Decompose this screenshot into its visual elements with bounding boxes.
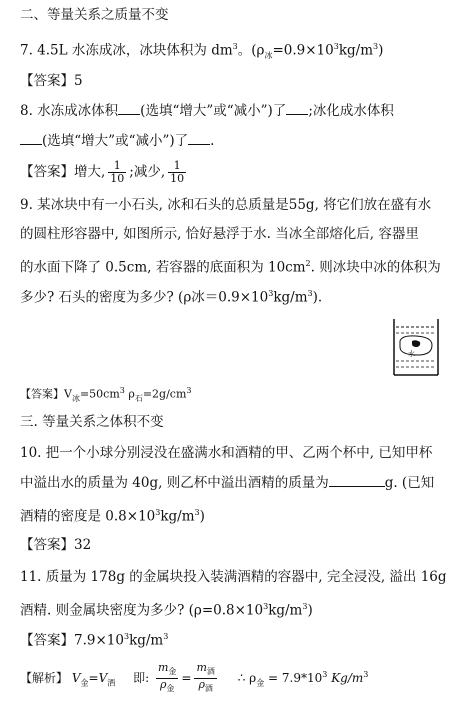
question-10-line3: 酒精的密度是 $0.8\times 10^3kg/m^3$) [20,508,205,525]
answer-blank [118,102,140,115]
answer-10: 【答案】32 [20,537,92,553]
question-9-line4: 多少? 石头的密度为多少? (ρ冰$=0.9\times 10^3kg/m^3$). [20,289,323,306]
question-10-line2: 中溢出水的质量为 40g, 则乙杯中溢出酒精的质量为 g. (已知 [20,475,435,491]
question-8-line2: (选填“增大”或“减小”)了 . [20,132,214,150]
answer-7: 【答案】5 [20,73,83,89]
answer-blank [286,102,308,115]
question-9-line2: 的圆柱形容器中, 如图所示, 恰好悬浮于水. 当冰全部熔化后, 容器里 [20,226,419,242]
answer-blank [329,474,385,487]
container-figure [388,317,444,377]
fraction: $\frac{m_酒}{\rho_酒}$ [196,661,215,694]
question-11-line1: 11. 质量为 178g 的金属块投入装满酒精的容器中, 完全浸没, 溢出 16g [20,569,447,585]
section-2-title: 二、等量关系之质量不变 [20,7,169,23]
question-8-line1: 8. 水冻成冰体积 (选填“增大”或“减小”)了 ;冰化成水体积 [20,103,394,119]
answer-8: 【答案】增大, $\frac{1}{10}$ ;减少, $\frac{1}{10}$ [20,159,185,185]
fraction: $\frac{1}{10}$ [110,159,125,185]
answer-11: 【答案】$7.9\times 10^3kg/m^3$ [20,632,169,649]
answer-blank [20,132,42,145]
question-10-line1: 10. 把一个小球分别浸没在盛满水和酒精的甲、乙两个杯中, 已知甲杯 [20,445,433,461]
question-9-line1: 9. 某冰块中有一小石头, 冰和石头的总质量是55g, 将它们放在盛有水 [20,197,432,213]
fraction: $\frac{1}{10}$ [170,159,185,185]
fraction: $\frac{m_金}{\rho_金}$ [157,661,177,694]
answer-9: 【答案】$V_冰=50cm^3$ $\rho_石=2g/cm^3$ [20,386,192,403]
section-3-title: 三. 等量关系之体积不变 [20,414,164,430]
question-9-line3: 的水面下降了 0.5cm, 若容器的底面积为 $10cm^2$. 则冰块中冰的体积为 [20,259,441,276]
question-7: 7. 4.5L 水冻成冰，冰块体积为 $dm^3$。$(\rho_冰=0.9\times 10^3kg/m^3)$ [20,42,384,61]
answer-blank [188,132,210,145]
question-11-line2: 酒精. 则金属块密度为多少? $(\rho=0.8\times 10^3kg/m^3)$ [20,602,313,619]
figure-label: 水 [408,350,415,358]
analysis: 【解析】 $V_金=V_酒$ 即: $\frac{m_金}{\rho_金}$ = $\frac{m_酒}{\rho_酒}$ ∴ $\rho_金 = 7.9*10^3$ $Kg/m^3$ [20,661,369,694]
